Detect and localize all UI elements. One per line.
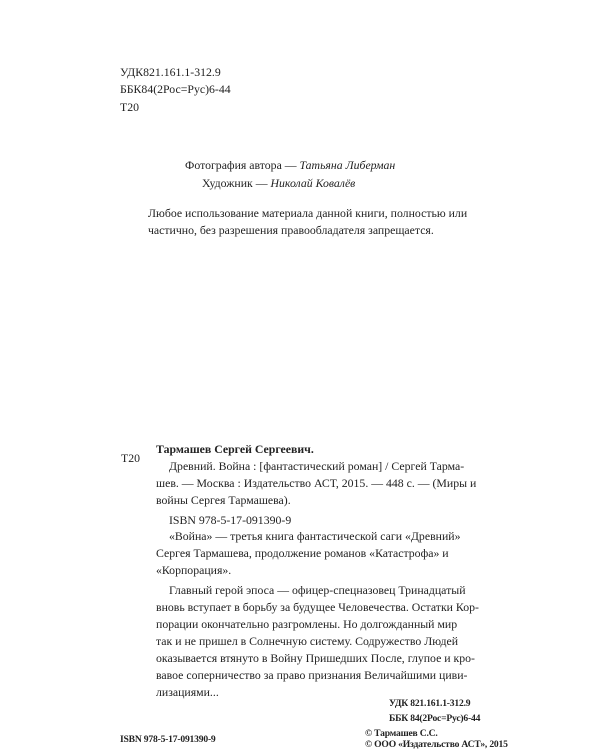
- udk-code-top: УДК821.161.1-312.9: [120, 65, 221, 79]
- artist-credit-name: Николай Ковалёв: [270, 176, 356, 190]
- catalog-description-line-3: войны Сергея Тармашева).: [156, 493, 291, 507]
- annotation-p2-line-3: порации окончательно разгромлены. Но долгожданный мир: [156, 617, 458, 631]
- catalog-description-line-2: шев. — Москва : Издательство АСТ, 2015. — 448 с. — (Миры и: [156, 476, 477, 490]
- annotation-p1-line-1: «Война» — третья книга фантастической саги «Древний»: [169, 529, 461, 543]
- annotation-p2-line-7: лизациями...: [156, 685, 219, 699]
- author-mark-top: Т20: [120, 100, 140, 114]
- photo-credit: [185, 157, 395, 174]
- annotation-p1-line-3: «Корпорация».: [156, 563, 232, 577]
- bbk-code-top: ББК84(2Рос=Рус)6-44: [120, 82, 231, 96]
- copyright-notice-line-1: Любое использование материала данной книги, полностью или: [148, 206, 468, 220]
- annotation-p2-line-1: Главный герой эпоса — офицер-спецназовец Тринадцатый: [169, 583, 466, 597]
- annotation-p2-line-6: вавое соперничество за право признания Величайшими циви-: [156, 668, 468, 682]
- catalog-udk: УДК 821.161.1-312.9: [389, 698, 471, 709]
- footer-copyright-author: © Тармашев С.С.: [365, 728, 438, 739]
- catalog-author-heading: Тармашев Сергей Сергеевич.: [156, 442, 314, 456]
- annotation-p2-line-5: оказывается втянуто в Войну Пришедших После, глупое и кро-: [156, 651, 475, 665]
- copyright-notice-line-2: частично, без разрешения правообладателя запрещается.: [148, 223, 434, 237]
- annotation-p1-line-2: Сергея Тармашева, продолжение романов «Катастрофа» и: [156, 546, 449, 560]
- footer-isbn: ISBN 978-5-17-091390-9: [120, 734, 216, 745]
- artist-credit-label: Художник —: [202, 176, 268, 190]
- photo-credit-label: Фотография автора —: [185, 158, 297, 172]
- catalog-isbn: ISBN 978-5-17-091390-9: [169, 513, 292, 527]
- annotation-p2-line-2: вновь вступает в борьбу за будущее Человечества. Остатки Кор-: [156, 600, 479, 614]
- catalog-bbk: ББК 84(2Рос=Рус)6-44: [389, 713, 481, 724]
- footer-copyright-publisher: © ООО «Издательство АСТ», 2015: [365, 739, 508, 750]
- annotation-p2-line-4: так и не пришел в Солнечную систему. Содружество Людей: [156, 634, 459, 648]
- catalog-author-mark: Т20: [121, 451, 141, 465]
- artist-credit: [202, 175, 355, 192]
- photo-credit-name: Татьяна Либерман: [299, 158, 396, 172]
- catalog-description-line-1: Древний. Война : [фантастический роман] / Сергей Тарма-: [169, 459, 465, 473]
